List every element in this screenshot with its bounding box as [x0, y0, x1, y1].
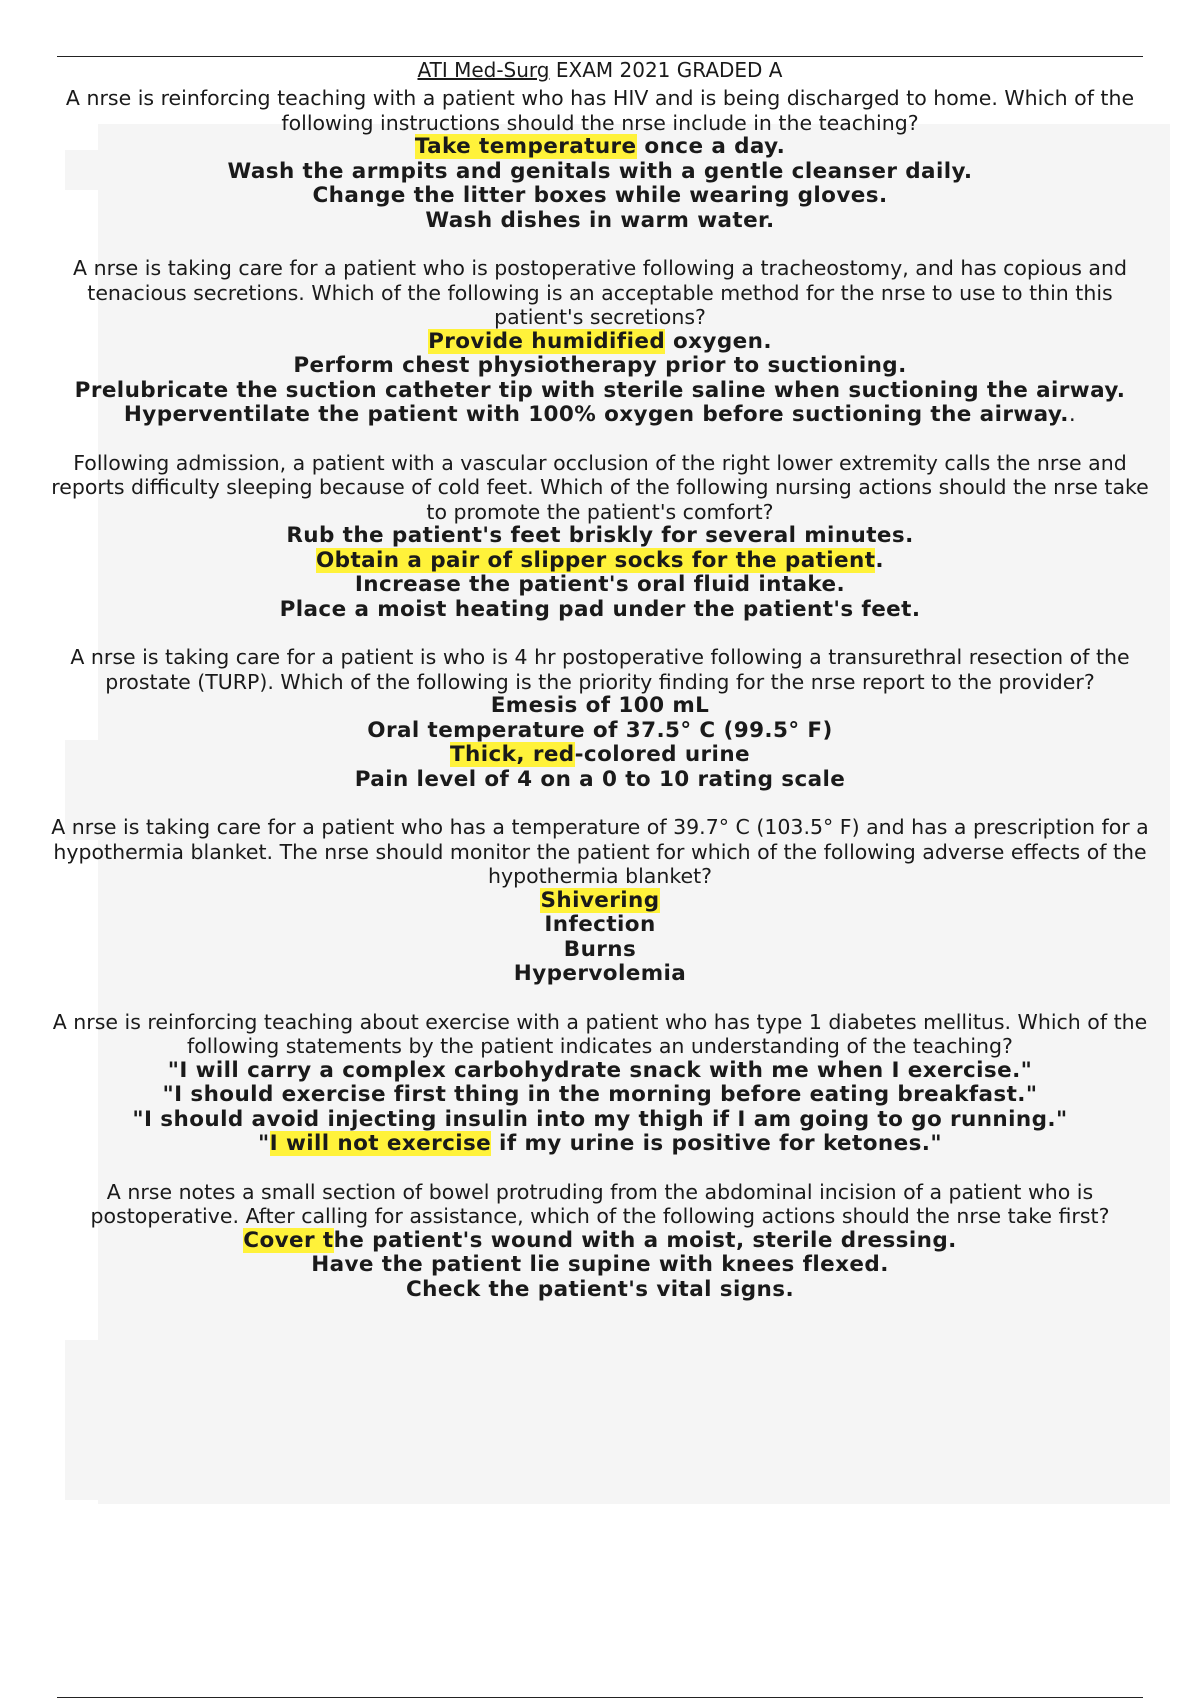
option-text: Emesis of 100 mL	[490, 693, 710, 718]
bottom-rule	[57, 1697, 1143, 1698]
option-text: Pain level of 4 on a 0 to 10 rating scale	[354, 766, 846, 792]
trailing-mark: .	[1068, 402, 1077, 427]
option-text: Hypervolemia	[513, 961, 687, 986]
option-prefix: "	[258, 1131, 270, 1156]
highlighted-answer: Obtain a pair of slipper socks for the patient	[315, 547, 876, 573]
answer-option	[50, 1229, 1150, 1254]
option-text: Prelubricate the suction catheter tip with sterile saline when suctioning the airway.	[74, 377, 1126, 403]
highlighted-answer: Provide humidified	[428, 328, 666, 354]
answer-option	[50, 135, 1150, 160]
answer-option	[50, 209, 1150, 234]
question-stem: A nrse is reinforcing teaching about exercise with a patient who has type 1 diabetes mellitus. Which of the following statements by the patient indicates an understanding of the teaching?	[52, 1009, 1148, 1058]
option-text: "I should exercise first thing in the morning before eating breakfast."	[162, 1082, 1038, 1107]
answer-option	[50, 768, 1150, 793]
option-text: Infection	[544, 912, 656, 937]
question-block	[50, 86, 1150, 233]
answer-option	[50, 1059, 1150, 1084]
option-text: -colored urine	[574, 742, 751, 767]
answer-option	[50, 1132, 1150, 1157]
answer-option	[50, 524, 1150, 549]
option-text: Hyperventilate the patient with 100% oxygen before suctioning the airway.	[123, 402, 1069, 427]
option-text: Have the patient lie supine with knees flexed.	[311, 1252, 889, 1277]
option-text: "I should avoid injecting insulin into my thigh if I am going to go running."	[132, 1106, 1068, 1132]
answer-option	[50, 573, 1150, 598]
answer-option	[50, 379, 1150, 404]
highlighted-answer: I will not exercise	[269, 1131, 492, 1156]
question-stem: A nrse is reinforcing teaching with a patient who has HIV and is being discharged to home. Which of the following instructions should the nrse include in the teaching?	[65, 86, 1135, 135]
question-stem: A nrse is taking care for a patient who has a temperature of 39.7° C (103.5° F) and has a prescription for a hypothermia blanket. The nrse should monitor the patient for which of the following adverse effects of the hypothermia blanket?	[51, 815, 1149, 888]
option-text: Wash the armpits and genitals with a gentle cleanser daily.	[227, 158, 973, 184]
title-rest: EXAM 2021 GRADED A	[549, 58, 783, 82]
option-text: Oral temperature of 37.5° C (99.5° F)	[367, 717, 833, 743]
option-text: Place a moist heating pad under the patient's feet.	[279, 596, 921, 622]
answer-option	[50, 694, 1150, 719]
option-text: Perform chest physiotherapy prior to suctioning.	[293, 353, 907, 378]
question-list	[50, 86, 1150, 1302]
question-stem: Following admission, a patient with a vascular occlusion of the right lower extremity calls the nrse and reports difficulty sleeping because of cold feet. Which of the following nursing actions should the nrse take to promote the patient's comfort?	[51, 450, 1149, 524]
option-text: Increase the patient's oral fluid intake.	[354, 572, 846, 597]
answer-option	[50, 160, 1150, 185]
answer-option	[50, 719, 1150, 744]
answer-option	[50, 403, 1150, 428]
answer-option	[50, 962, 1150, 987]
document-title	[50, 58, 1150, 82]
answer-option	[50, 913, 1150, 938]
title-underlined: ATI Med-Surg	[417, 58, 550, 82]
answer-option	[50, 1083, 1150, 1108]
highlighted-answer: Take temperature	[414, 134, 637, 159]
answer-option	[50, 938, 1150, 963]
option-text: once a day.	[636, 134, 786, 159]
question-block	[50, 1010, 1150, 1157]
highlighted-answer: Cover t	[243, 1227, 334, 1253]
question-stem: A nrse notes a small section of bowel protruding from the abdominal incision of a patient who is postoperative. After calling for assistance, which of the following actions should the nrse take first?	[90, 1179, 1110, 1228]
answer-option	[50, 330, 1150, 355]
option-text: Change the litter boxes while wearing gloves.	[312, 183, 888, 208]
answer-option	[50, 1278, 1150, 1303]
question-block	[50, 815, 1150, 987]
option-text: oxygen.	[665, 328, 772, 354]
answer-option	[50, 743, 1150, 768]
option-text: Check the patient's vital signs.	[405, 1276, 795, 1302]
option-text: Wash dishes in warm water.	[425, 207, 775, 233]
option-text: he patient's wound with a moist, sterile dressing.	[333, 1227, 957, 1253]
question-block	[50, 645, 1150, 792]
answer-option	[50, 889, 1150, 914]
answer-option	[50, 1253, 1150, 1278]
question-block	[50, 451, 1150, 623]
option-text: Burns	[563, 936, 637, 962]
option-text: "I will carry a complex carbohydrate snack with me when I exercise."	[167, 1057, 1033, 1083]
question-stem: A nrse is taking care for a patient who is postoperative following a tracheostomy, and has copious and tenacious secretions. Which of the following is an acceptable method for the nrse to use to thin this patient's secretions?	[73, 256, 1127, 329]
shaded-region	[65, 1340, 101, 1500]
option-text: .	[875, 547, 884, 573]
option-text: if my urine is positive for ketones."	[491, 1131, 942, 1156]
answer-option	[50, 354, 1150, 379]
question-block	[50, 1180, 1150, 1303]
document-body	[50, 58, 1150, 1325]
top-rule	[57, 56, 1143, 57]
question-stem: A nrse is taking care for a patient is who is 4 hr postoperative following a transurethral resection of the prostate (TURP). Which of the following is the priority finding for the nrse report to the provider?	[70, 645, 1130, 694]
answer-option	[50, 598, 1150, 623]
option-text: Rub the patient's feet briskly for several minutes.	[286, 523, 914, 548]
highlighted-answer: Thick, red	[449, 742, 575, 767]
answer-option	[50, 1108, 1150, 1133]
answer-option	[50, 184, 1150, 209]
highlighted-answer: Shivering	[540, 887, 660, 913]
question-block	[50, 256, 1150, 428]
answer-option	[50, 549, 1150, 574]
